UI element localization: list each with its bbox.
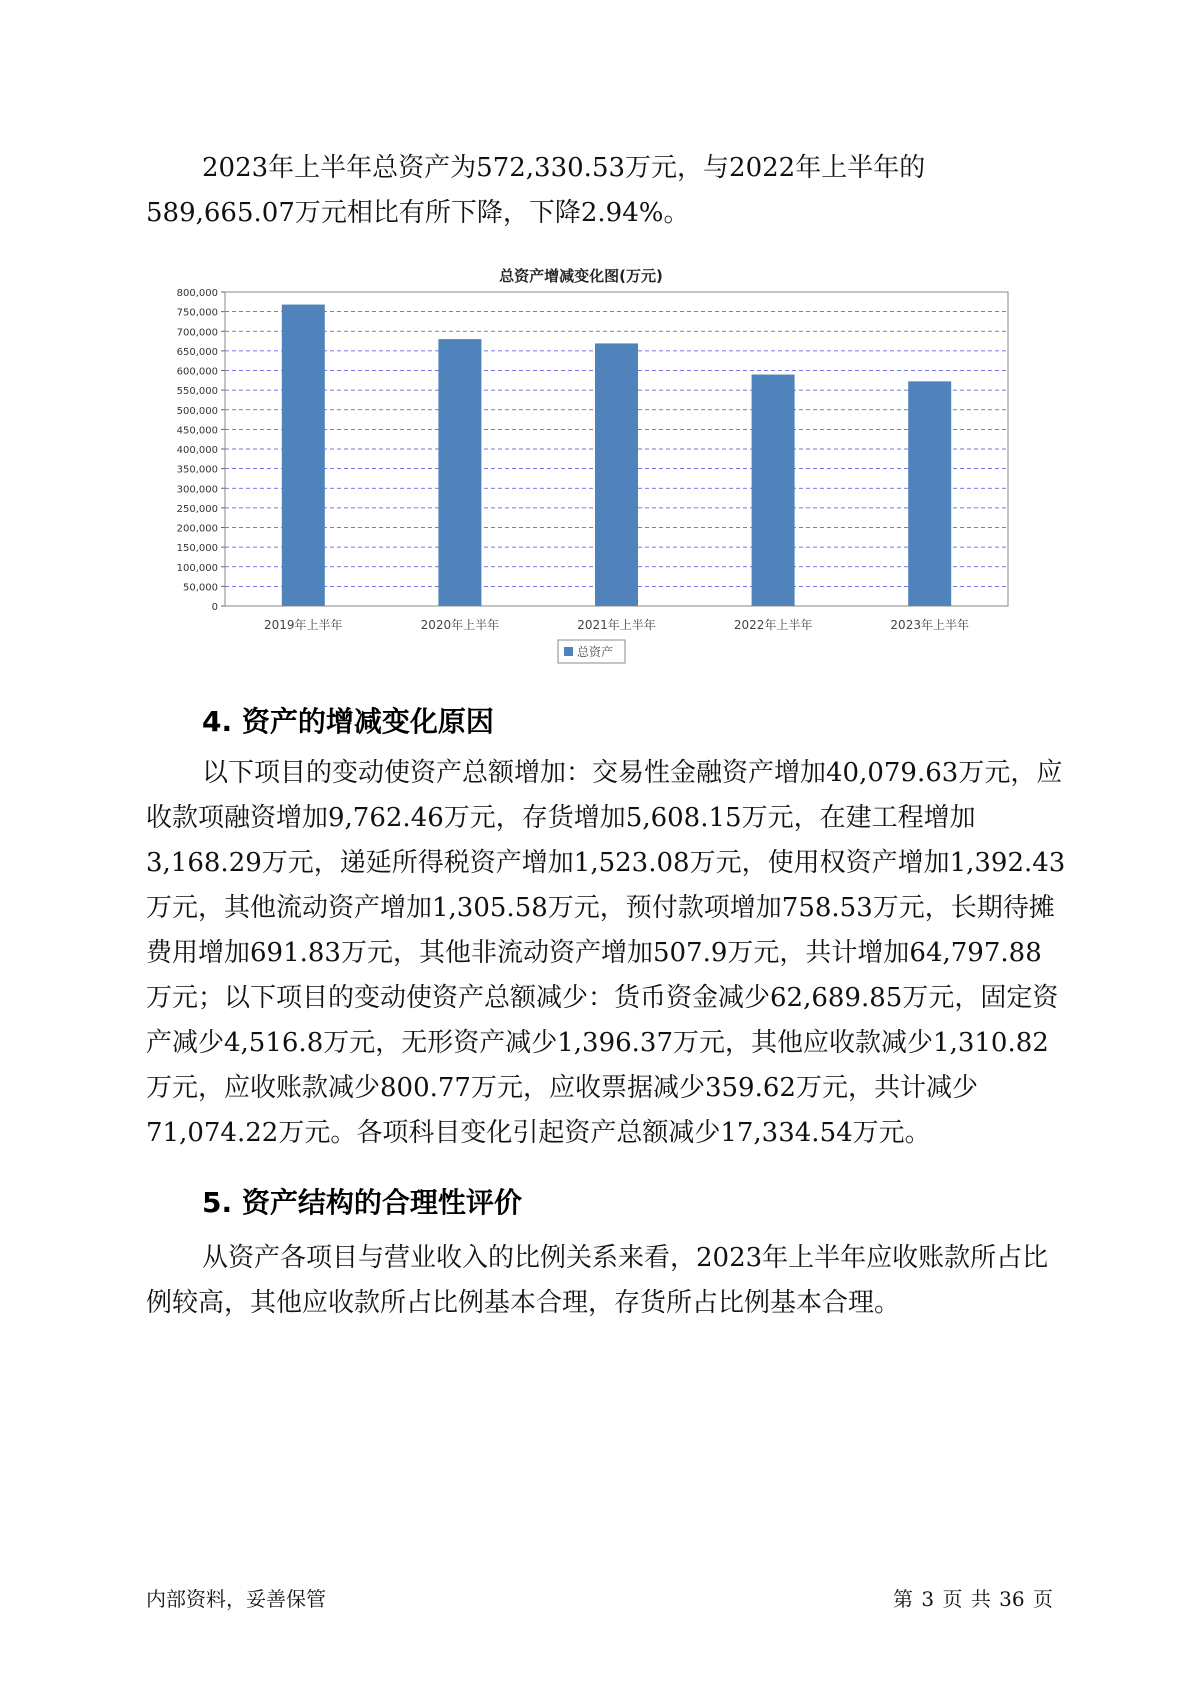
footer-page-number: 第 3 页 共 36 页 — [893, 1587, 1053, 1611]
bar — [752, 375, 795, 606]
y-tick-label: 500,000 — [176, 405, 218, 417]
y-tick-label: 600,000 — [176, 366, 218, 378]
y-tick-label: 650,000 — [176, 346, 218, 358]
y-tick-label: 150,000 — [176, 543, 218, 555]
x-tick-label: 2020年上半年 — [420, 618, 500, 632]
bar — [595, 343, 638, 606]
paragraph-asset-change-reasons: 以下项目的变动使资产总额增加：交易性金融资产增加40,079.63万元，应收款项融资增加9,762.46万元，存货增加5,608.15万元，在建工程增加3,168.29万元，递延所得税资产增加1,523.08万元，使用权资产增加1,392.43万元，其他流动资产增加1,305.58万元，预付款项增加758.53万元，长期待摊费用增加691.83万元，其他非流动资产增加507.9万元，共计增加64,797.88万元；以下项目的变动使资产总额减少：货币资金减少62,689.85万元，固定资产减少4,516.8万元，无形资产减少1,396.37万元，其他应收款减少1,310.82万元，应收账款减少800.77万元，应收票据减少359.62万元，共计减少71,074.22万元。各项科目变化引起资产总额减少17,334.54万元。 — [146, 758, 1066, 1148]
y-tick-label: 800,000 — [176, 288, 218, 299]
legend-swatch — [564, 647, 573, 656]
bar — [282, 305, 325, 606]
x-tick-label: 2023年上半年 — [890, 618, 969, 632]
y-tick-label: 200,000 — [176, 523, 218, 535]
footer-confidential-note: 内部资料，妥善保管 — [146, 1587, 326, 1611]
y-tick-label: 750,000 — [176, 307, 218, 319]
section-heading-5: 5. 资产结构的合理性评价 — [202, 1186, 522, 1219]
paragraph-asset-structure-evaluation: 从资产各项目与营业收入的比例关系来看，2023年上半年应收账款所占比例较高，其他应收款所占比例基本合理，存货所占比例基本合理。 — [146, 1243, 1049, 1318]
y-tick-label: 300,000 — [176, 484, 218, 496]
section-heading-4: 4. 资产的增减变化原因 — [202, 705, 494, 738]
y-tick-label: 350,000 — [176, 464, 218, 476]
y-tick-label: 50,000 — [183, 582, 218, 594]
paragraph-total-assets: 2023年上半年总资产为572,330.53万元，与2022年上半年的589,665.07万元相比有所下降，下降2.94%。 — [146, 153, 926, 228]
y-tick-label: 400,000 — [176, 445, 218, 456]
y-tick-label: 550,000 — [176, 386, 218, 398]
y-tick-label: 0 — [211, 602, 218, 613]
x-tick-label: 2022年上半年 — [733, 618, 813, 632]
legend-label: 总资产 — [577, 645, 614, 659]
y-tick-label: 450,000 — [176, 425, 218, 437]
bar — [908, 381, 951, 606]
total-assets-bar-chart — [160, 262, 1020, 702]
y-tick-label: 700,000 — [176, 327, 218, 339]
x-tick-label: 2021年上半年 — [577, 618, 656, 632]
chart-title: 总资产增减变化图(万元) — [499, 267, 663, 286]
y-tick-label: 250,000 — [176, 503, 218, 515]
bar — [438, 339, 481, 606]
y-tick-label: 100,000 — [176, 562, 218, 574]
x-tick-label: 2019年上半年 — [264, 618, 343, 632]
